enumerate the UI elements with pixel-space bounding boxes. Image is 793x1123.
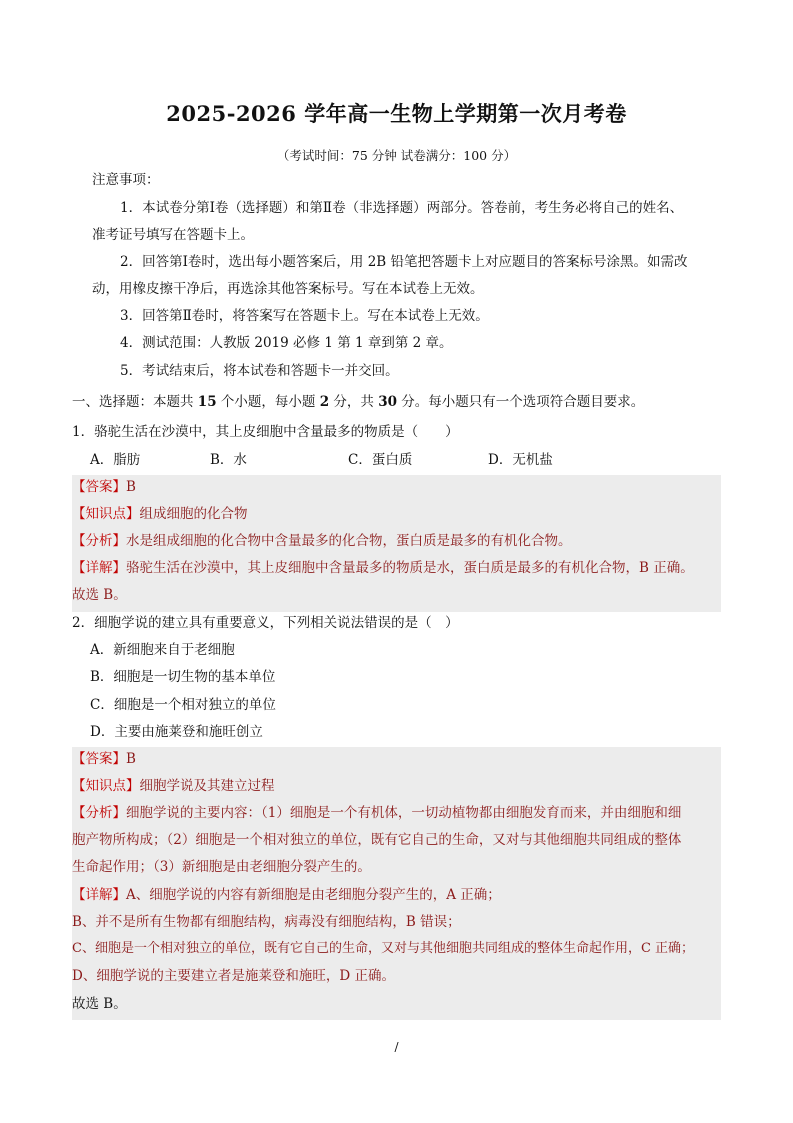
q2-option-c: C．细胞是一个相对独立的单位 [90,697,276,713]
question-1-stem: 1．骆驼生活在沙漠中，其上皮细胞中含量最多的物质是（ ） [72,424,459,440]
page-number: / [394,1040,399,1054]
q2-detail-line: B、并不是所有生物都有细胞结构，病毒没有细胞结构，B 错误； [72,914,461,930]
q1-conclusion: 故选 B。 [72,587,127,603]
note-item: 2．回答第Ⅰ卷时，选出每小题答案后，用 2B 铅笔把答题卡上对应题目的答案标号涂黑。如需改 [120,254,688,270]
section-heading: 一、选择题：本题共 15 个小题，每小题 2 分，共 30 分。每小题只有一个选项符合题目要求。 [72,394,645,410]
q2-detail-line: C、细胞是一个相对独立的单位，既有它自己的生命，又对与其他细胞共同组成的整体生命起作用，C 正确； [72,941,695,956]
q2-analysis-line: 生命起作用；（3）新细胞是由老细胞分裂产生的。 [72,859,371,875]
note-item: 3．回答第Ⅱ卷时，将答案写在答题卡上。写在本试卷上无效。 [120,308,489,324]
q1-answer: 【答案】B [72,479,136,495]
q1-analysis: 【分析】水是组成细胞的化合物中含量最多的化合物，蛋白质是最多的有机化合物。 [72,533,572,549]
notes-heading: 注意事项： [92,172,160,188]
q2-answer: 【答案】B [72,751,136,767]
q2-option-d: D．主要由施莱登和施旺创立 [90,724,263,740]
q2-detail: 【详解】A、细胞学说的内容有新细胞是由老细胞分裂产生的，A 正确； [72,887,501,903]
q1-option-a: A．脂肪 [90,452,141,468]
q1-knowledge: 【知识点】组成细胞的化合物 [72,506,248,522]
note-item: 准考证号填写在答题卡上。 [92,227,254,243]
q1-option-c: C．蛋白质 [348,452,413,468]
note-item: 4．测试范围：人教版 2019 必修 1 第 1 章到第 2 章。 [120,335,453,351]
q1-option-d: D．无机盐 [488,452,553,468]
q2-answer-block [72,747,721,1020]
q1-detail: 【详解】骆驼生活在沙漠中，其上皮细胞中含量最多的物质是水，蛋白质是最多的有机化合物，B 正确。 [72,560,694,576]
q2-analysis: 【分析】细胞学说的主要内容：（1）细胞是一个有机体，一切动植物都由细胞发育而来，并由细胞和细 [72,805,682,821]
q2-knowledge: 【知识点】细胞学说及其建立过程 [72,778,275,794]
q1-answer-block [72,475,721,612]
question-2-stem: 2．细胞学说的建立具有重要意义，下列相关说法错误的是（ ） [72,615,459,631]
note-item: 5．考试结束后，将本试卷和答题卡一并交回。 [120,363,399,379]
q2-analysis-line: 胞产物所构成；（2）细胞是一个相对独立的单位，既有它自己的生命，又对与其他细胞共同组成的整体 [72,832,682,848]
q1-option-b: B．水 [210,452,247,468]
q2-detail-line: D、细胞学说的主要建立者是施莱登和施旺，D 正确。 [72,968,395,984]
exam-info: （考试时间：75 分钟 试卷满分：100 分） [276,148,517,163]
q2-conclusion: 故选 B。 [72,996,127,1012]
q2-option-a: A．新细胞来自于老细胞 [90,642,235,658]
page-title: 2025-2026 学年高一生物上学期第一次月考卷 [166,101,627,126]
q2-option-b: B．细胞是一切生物的基本单位 [90,669,276,685]
note-item: 1．本试卷分第Ⅰ卷（选择题）和第Ⅱ卷（非选择题）两部分。答卷前，考生务必将自己的姓名、 [120,200,684,216]
note-item: 动，用橡皮擦干净后，再选涂其他答案标号。写在本试卷上无效。 [92,281,484,297]
